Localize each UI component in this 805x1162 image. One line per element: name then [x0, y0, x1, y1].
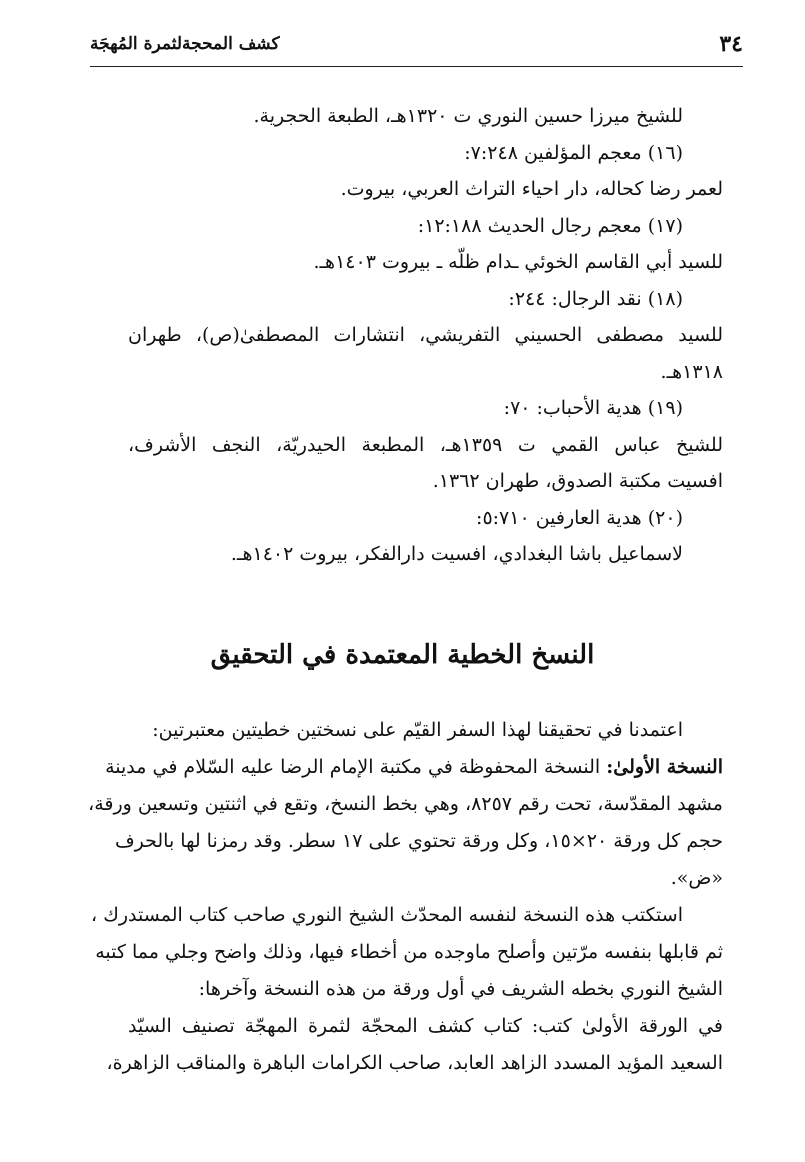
running-title: كشف المحجةلثمرة المُهجَة — [90, 34, 280, 54]
paragraph-line: في الورقة الأولىٰ كتب: كتاب كشف المحجّة لثمرة المهجّة تصنيف السيّد — [128, 1015, 723, 1037]
reference-heading: (١٩) هدية الأحباب: ٧٠: — [503, 397, 683, 419]
reference-line: للسيد مصطفى الحسيني التفريشي، انتشارات المصطفىٰ(ص)، طهران — [128, 324, 723, 346]
reference-heading: (١٨) نقد الرجال: ٢٤٤: — [508, 287, 683, 310]
paragraph-line: السعيد المؤيد المسدد الزاهد العابد، صاحب الكرامات الباهرة والمناقب الزاهرة، — [106, 1052, 723, 1074]
reference-line: ١٣١٨هـ. — [660, 360, 723, 383]
reference-line: للشيخ ميرزا حسين النوري ت ١٣٢٠هـ، الطبعة الحجرية. — [253, 105, 683, 127]
reference-heading: (٢٠) هدية العارفين ٥:٧١٠: — [476, 506, 683, 529]
reference-line: للسيد أبي القاسم الخوئي ـدام ظلّه ـ بيروت ١٤٠٣هـ. — [313, 251, 723, 273]
paragraph-line: الشيخ النوري بخطه الشريف في أول ورقة من هذه النسخة وآخرها: — [198, 978, 723, 1000]
section-title: النسخ الخطية المعتمدة في التحقيق — [210, 640, 595, 670]
paragraph-line: «ض». — [670, 867, 723, 889]
reference-heading: (١٦) معجم المؤلفين ٧:٢٤٨: — [464, 141, 683, 164]
reference-line: للشيخ عباس القمي ت ١٣٥٩هـ، المطبعة الحيدريّة، النجف الأشرف، — [128, 433, 723, 456]
paragraph-line: استكتب هذه النسخة لنفسه المحدّث الشيخ النوري صاحب كتاب المستدرك ، — [91, 904, 683, 926]
paragraph-line: حجم كل ورقة ٢٠×١٥، وكل ورقة تحتوي على ١٧ سطر. وقد رمزنا لها بالحرف — [114, 830, 723, 852]
references-list — [128, 98, 723, 573]
copy-label: النسخة الأولىٰ: — [606, 756, 723, 778]
reference-line: لعمر رضا كحاله، دار احياء التراث العربي، بيروت. — [340, 178, 723, 200]
section-body — [88, 712, 723, 1082]
reference-heading: (١٧) معجم رجال الحديث ١٢:١٨٨: — [417, 214, 683, 237]
reference-line: لاسماعيل باشا البغدادي، افسيت دارالفكر، بيروت ١٤٠٢هـ. — [230, 543, 683, 565]
intro-paragraph: اعتمدنا في تحقيقنا لهذا السفر القيّم على نسختين خطيتين معتبرتين: — [152, 719, 683, 741]
page-header — [90, 22, 743, 67]
page-number: ٣٤ — [719, 31, 743, 57]
paragraph-line: ثم قابلها بنفسه مرّتين وأصلح ماوجده من أخطاء فيها، وذلك واضح وجلي مما كتبه — [95, 941, 723, 963]
paragraph-line: مشهد المقدّسة، تحت رقم ٨٢٥٧، وهي بخط النسخ، وتقع في اثنتين وتسعين ورقة، — [88, 793, 723, 815]
paragraph-line: النسخة الأولىٰ: النسخة المحفوظة في مكتبة الإمام الرضا عليه السّلام في مدينة — [105, 756, 723, 778]
reference-line: افسيت مكتبة الصدوق، طهران ١٣٦٢. — [432, 470, 723, 492]
